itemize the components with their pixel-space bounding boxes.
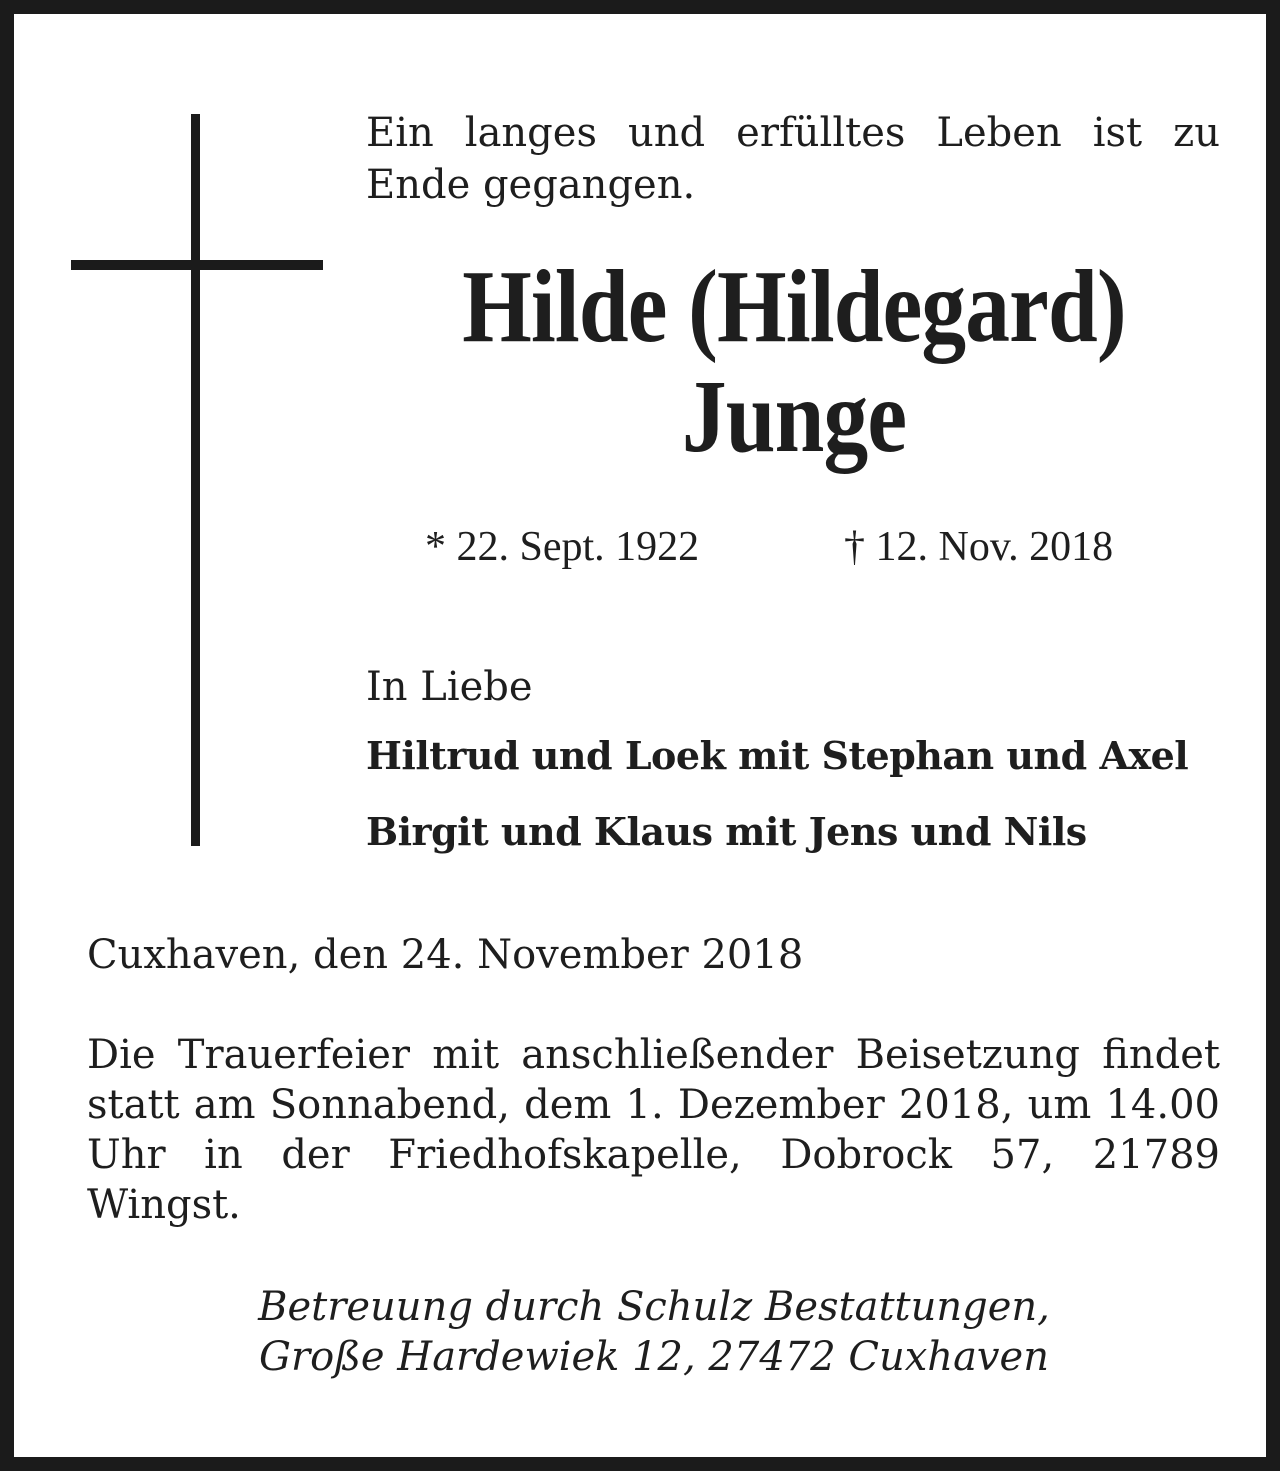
family-line: Birgit und Klaus mit Jens und Nils: [366, 809, 1087, 854]
death-date: † 12. Nov. 2018: [844, 524, 1114, 570]
ceremony-line: Uhr in der Friedhofskapelle, Dobrock 57, 21789: [87, 1132, 1220, 1178]
undertaker-line1: Betreuung durch Schulz Bestattungen,: [258, 1284, 1050, 1330]
intro-text: Ein langes und erfülltes Leben ist zu Ende gegangen.: [366, 110, 1220, 208]
in-love-label: In Liebe: [366, 664, 533, 710]
deceased-name-line2: Junge: [681, 359, 907, 474]
undertaker-info: [154, 1282, 1154, 1382]
ceremony-line: Die Trauerfeier mit anschließender Beisetzung findet: [87, 1032, 1220, 1078]
birth-date: * 22. Sept. 1922: [425, 524, 700, 570]
deceased-name-line1: Hilde (Hildegard): [462, 249, 1126, 364]
undertaker-line2: Große Hardewiek 12, 27472 Cuxhaven: [259, 1334, 1049, 1380]
ceremony-info: [87, 1030, 1220, 1230]
cross-vertical-bar: [191, 114, 200, 846]
ceremony-line: Wingst.: [87, 1182, 241, 1228]
ceremony-line: statt am Sonnabend, dem 1. Dezember 2018, um 14.00: [87, 1082, 1220, 1128]
family-line: Hiltrud und Loek mit Stephan und Axel: [366, 733, 1189, 778]
cross-horizontal-bar: [71, 260, 323, 270]
place-and-date: Cuxhaven, den 24. November 2018: [87, 932, 804, 978]
